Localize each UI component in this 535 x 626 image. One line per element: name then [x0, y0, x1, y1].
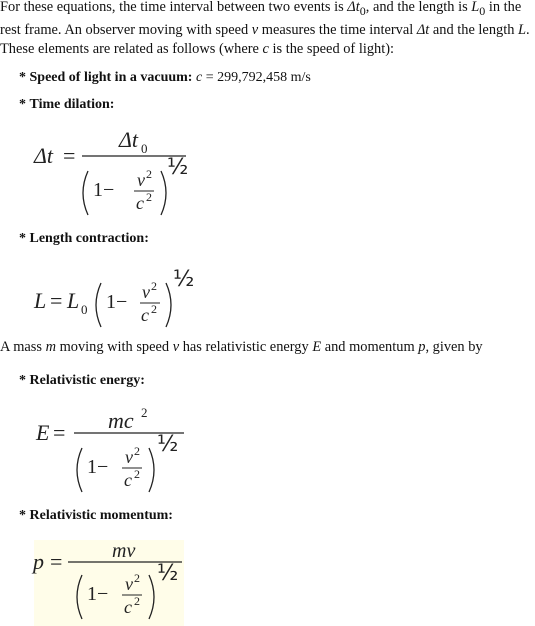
- lhs-delta-t: Δt: [34, 143, 54, 168]
- mass-text: , given by: [425, 339, 483, 355]
- left-paren: [77, 448, 82, 492]
- right-paren: [149, 448, 154, 492]
- intro-text: For these equations, the time interval between two events is: [0, 0, 348, 15]
- equals-sign: =: [53, 420, 66, 445]
- one-minus: 1−: [87, 583, 109, 605]
- symbol-v: v: [172, 339, 180, 355]
- v-symbol: v: [142, 282, 150, 302]
- speed-of-light-item: [19, 70, 311, 86]
- mass-paragraph: [0, 338, 534, 357]
- mass-text: has relativistic energy: [179, 339, 313, 355]
- lhs-e: E: [36, 420, 50, 445]
- intro-text: is the speed of light):: [268, 40, 395, 57]
- symbol-c: c: [262, 40, 269, 57]
- exponent-half: ½: [157, 432, 179, 457]
- bullet-marker: *: [19, 231, 26, 246]
- equals-sign: =: [50, 549, 63, 574]
- superscript-two: 2: [134, 467, 140, 481]
- right-paren: [166, 283, 171, 327]
- c-symbol: c: [124, 597, 132, 617]
- c-symbol: c: [141, 305, 149, 325]
- v-symbol: v: [125, 574, 133, 594]
- relativistic-energy-equation: [30, 400, 210, 500]
- intro-text: and the length: [429, 21, 519, 38]
- left-paren: [96, 283, 101, 327]
- time-dilation-item: [19, 97, 114, 113]
- superscript-two: 2: [134, 594, 140, 608]
- one-minus: 1−: [106, 291, 128, 313]
- length-contraction-equation: [30, 255, 210, 335]
- speed-of-light-value: = 299,792,458 m/s: [202, 70, 311, 85]
- relativistic-energy-item: [19, 373, 145, 389]
- numerator-mv: mv: [112, 540, 136, 562]
- mass-text: and momentum: [321, 339, 419, 355]
- superscript-two: 2: [151, 302, 157, 316]
- lhs-l: L: [34, 288, 47, 313]
- v-symbol: v: [137, 170, 145, 190]
- mass-text: A mass: [0, 339, 46, 355]
- relativistic-momentum-equation: [30, 535, 210, 625]
- right-paren: [161, 171, 166, 215]
- bullet-marker: *: [19, 373, 26, 388]
- superscript-two: 2: [151, 279, 157, 293]
- superscript-two: 2: [146, 190, 152, 204]
- numerator-delta-t: Δt: [119, 127, 139, 152]
- one-minus: 1−: [87, 456, 109, 478]
- mass-text: moving with speed: [55, 339, 173, 355]
- symbol-p: p: [418, 339, 426, 355]
- time-dilation-label: Time dilation:: [29, 97, 115, 112]
- subscript-zero: 0: [479, 3, 486, 18]
- subscript-zero: 0: [359, 3, 366, 18]
- superscript-two: 2: [134, 444, 140, 458]
- rhs-l: L: [67, 288, 80, 313]
- time-dilation-equation: [30, 125, 210, 225]
- equals-sign: =: [50, 288, 63, 313]
- numerator-mc: mc: [108, 408, 134, 433]
- left-paren: [77, 575, 82, 619]
- exponent-half: ½: [157, 561, 179, 586]
- lhs-p: p: [33, 549, 44, 574]
- intro-text: . These elements are related as follows (where: [0, 21, 530, 57]
- symbol-delta-t: Δt: [416, 21, 430, 38]
- speed-of-light-label: Speed of light in a vacuum:: [29, 70, 193, 85]
- relativistic-momentum-item: [19, 508, 173, 524]
- symbol-v: v: [251, 21, 259, 38]
- bullet-marker: *: [19, 70, 26, 85]
- right-paren: [149, 575, 154, 619]
- superscript-two: 2: [146, 167, 152, 181]
- numerator-subscript: 0: [141, 141, 148, 156]
- intro-text: in the rest frame. An observer moving with speed: [0, 0, 522, 38]
- symbol-e: E: [312, 339, 322, 355]
- exponent-half: ½: [167, 155, 189, 180]
- intro-text: measures the time interval: [258, 21, 417, 38]
- length-contraction-item: [19, 231, 149, 247]
- symbol-l0: L: [471, 0, 480, 15]
- symbol-l: L: [518, 21, 527, 38]
- symbol-c: c: [195, 70, 203, 85]
- intro-paragraph: [0, 0, 534, 59]
- symbol-m: m: [45, 339, 56, 355]
- left-paren: [83, 171, 88, 215]
- length-contraction-label: Length contraction:: [29, 231, 149, 246]
- equals-sign: =: [63, 143, 76, 168]
- bullet-marker: *: [19, 508, 26, 523]
- c-symbol: c: [136, 193, 144, 213]
- c-symbol: c: [124, 470, 132, 490]
- symbol-delta-t0: Δt: [347, 0, 360, 15]
- v-symbol: v: [125, 447, 133, 467]
- rhs-subscript: 0: [81, 302, 88, 317]
- exponent-half: ½: [173, 267, 195, 292]
- intro-text: , and the length is: [365, 0, 472, 15]
- relativistic-momentum-label: Relativistic momentum:: [29, 508, 173, 523]
- superscript-two: 2: [134, 571, 140, 585]
- bullet-marker: *: [19, 97, 26, 112]
- numerator-superscript: 2: [141, 405, 148, 420]
- one-minus: 1−: [93, 179, 115, 201]
- relativistic-energy-label: Relativistic energy:: [29, 373, 145, 388]
